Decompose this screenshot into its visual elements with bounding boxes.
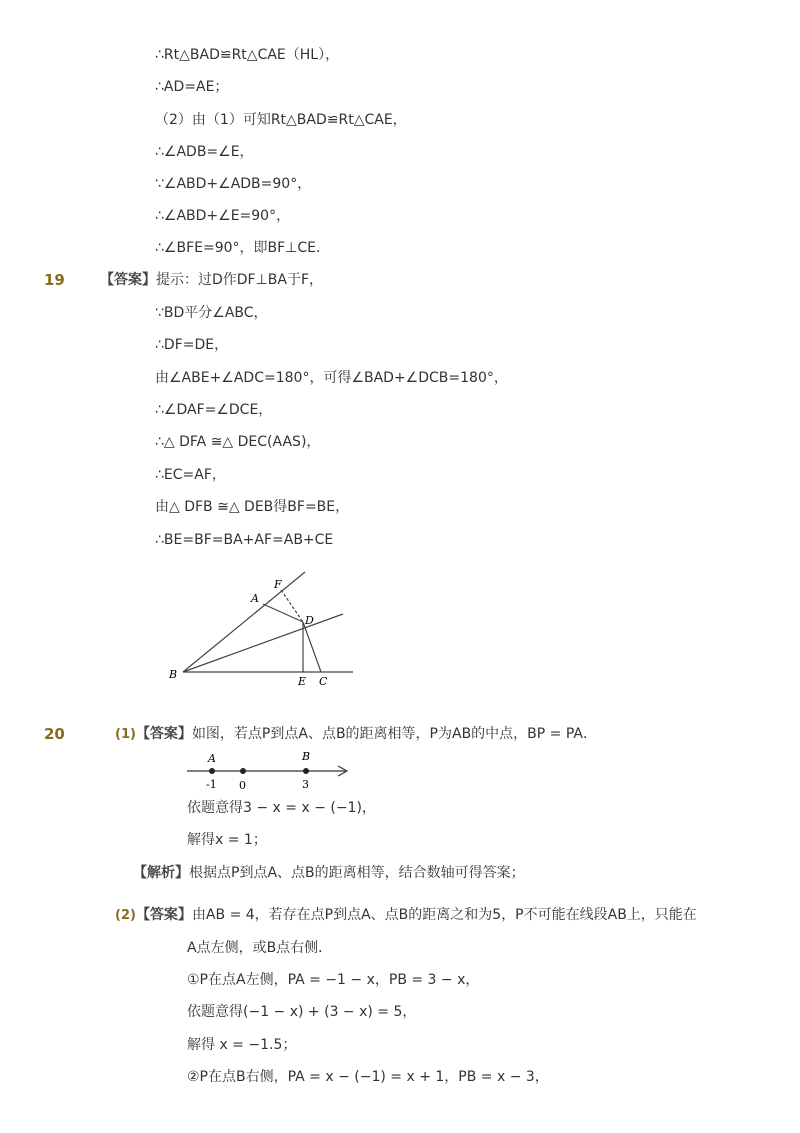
tick-label: 3 — [302, 778, 309, 791]
part-label: (1) — [115, 727, 136, 742]
analysis-text: 根据点P到点A、点B的距离相等，结合数轴可得答案； — [189, 865, 525, 881]
question-number: 19 — [44, 271, 65, 289]
proof-line: ∴BE=BF=BA+AF=AB+CE — [155, 532, 334, 548]
part2-answer — [115, 905, 697, 926]
proof-line: ∴AD=AE； — [155, 79, 229, 95]
solution-line: ②P在点B右侧，PA = x − (−1) = x + 1，PB = x − 3， — [187, 1069, 549, 1085]
proof-line: （2）由（1）可知Rt△BAD≌Rt△CAE， — [155, 112, 407, 128]
label-d: D — [305, 614, 314, 627]
answer-line — [100, 270, 323, 290]
point-a — [209, 768, 215, 774]
answer-hint: 提示：过D作DF⊥BA于F， — [156, 272, 324, 288]
point-origin — [240, 768, 246, 774]
solution-line: ①P在点A左侧，PA = −1 − x，PB = 3 − x， — [187, 972, 480, 988]
tick-label: -1 — [206, 778, 217, 791]
ray-bd — [183, 614, 343, 672]
proof-line: ∴∠ABD+∠E=90°， — [155, 208, 291, 224]
segment-ad — [263, 604, 303, 622]
proof-line: ∴EC=AF， — [155, 467, 226, 483]
analysis-line — [133, 863, 525, 883]
question-number: 20 — [44, 725, 65, 743]
label-a: A — [208, 752, 216, 765]
answer-tag: 【答案】 — [135, 726, 192, 742]
solution-line: 解得 x = −1.5； — [187, 1037, 297, 1053]
proof-line: ∴∠BFE=90°，即BF⊥CE． — [155, 240, 330, 256]
part-label: (2) — [115, 908, 136, 923]
proof-line: ∴△ DFA ≅△ DEC(AAS)， — [155, 434, 321, 450]
proof-line: ∴Rt△BAD≌Rt△CAE（HL）， — [155, 47, 340, 63]
answer-text: 如图，若点P到点A、点B的距离相等，P为AB的中点，BP = PA． — [191, 726, 597, 742]
point-b — [303, 768, 309, 774]
solution-line: 依题意得(−1 − x) + (3 − x) = 5， — [187, 1004, 417, 1020]
proof-line: ∴DF=DE， — [155, 337, 229, 353]
answer-text: 由AB = 4，若存在点P到点A、点B的距离之和为5，P不可能在线段AB上，只能在 — [191, 907, 697, 923]
label-b: B — [169, 668, 178, 681]
answer-tag: 【答案】 — [135, 907, 192, 923]
segment-dc — [303, 622, 321, 672]
label-f: F — [274, 578, 282, 591]
ray-ba — [183, 572, 305, 672]
label-a: A — [251, 592, 259, 605]
proof-line: 由△ DFB ≅△ DEB得BF=BE， — [155, 499, 350, 515]
tick-label: 0 — [239, 779, 246, 792]
proof-line: ∵BD平分∠ABC， — [155, 305, 268, 321]
proof-line: ∵∠ABD+∠ADB=90°， — [155, 176, 312, 192]
label-b: B — [302, 750, 311, 763]
analysis-tag: 【解析】 — [133, 865, 189, 881]
proof-line: ∴∠DAF=∠DCE， — [155, 402, 273, 418]
label-e: E — [298, 675, 307, 688]
solution-line: 解得x = 1； — [187, 832, 267, 848]
proof-line: 由∠ABE+∠ADC=180°，可得∠BAD+∠DCB=180°， — [155, 370, 508, 386]
proof-line: ∴∠ADB=∠E， — [155, 144, 254, 160]
label-c: C — [319, 675, 328, 688]
geometry-figure — [160, 560, 370, 690]
solution-line: 依题意得3 − x = x − (−1)， — [187, 800, 376, 816]
solution-line: A点左侧，或B点右侧． — [187, 940, 333, 956]
number-line — [183, 748, 358, 792]
answer-tag: 【答案】 — [100, 272, 156, 288]
part1-answer — [115, 724, 597, 745]
